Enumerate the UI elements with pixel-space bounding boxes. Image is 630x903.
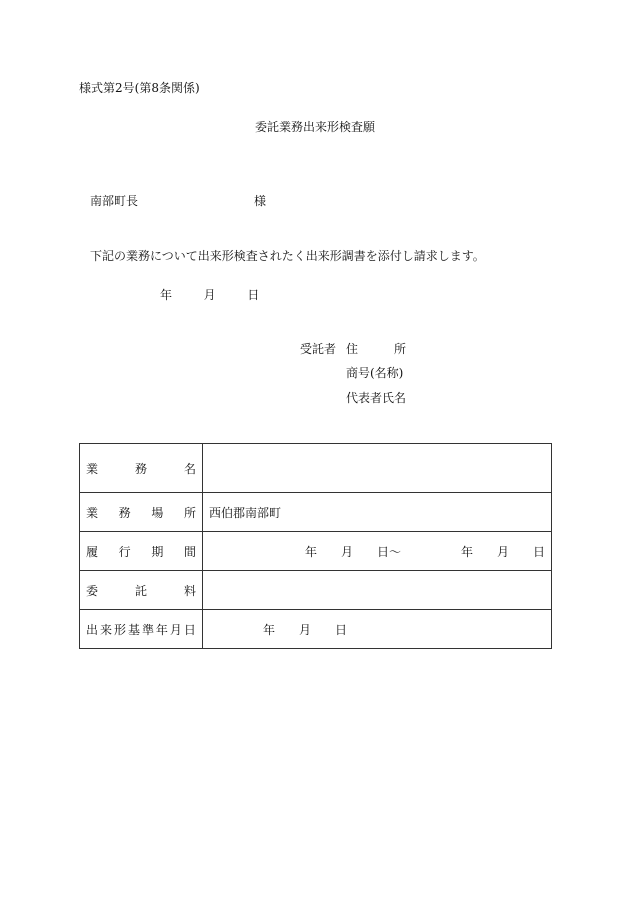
- label-char: 託: [134, 583, 147, 598]
- value-project-location[interactable]: 西伯郡南部町: [203, 493, 552, 532]
- contractor-trade-name-label: 商号(名称): [346, 366, 404, 380]
- label-char: 出: [86, 622, 99, 637]
- reference-date-text: 年 月 日: [263, 622, 348, 637]
- contractor-label: 受託者: [300, 342, 337, 356]
- table-row: [80, 444, 552, 493]
- row-label-reference-date: [80, 610, 203, 649]
- label-char: 日: [183, 622, 196, 637]
- value-reference-date[interactable]: [203, 610, 552, 649]
- value-commission-fee[interactable]: [203, 571, 552, 610]
- label-char: 場: [151, 505, 164, 520]
- form-number-label: 様式第2号(第8条関係): [79, 81, 200, 95]
- contractor-address-label: 住 所: [346, 342, 407, 356]
- label-char: 業: [86, 461, 99, 476]
- table-row: [80, 493, 552, 532]
- label-char: 間: [183, 544, 196, 559]
- table-row: [80, 532, 552, 571]
- label-char: 年: [155, 622, 168, 637]
- date-day: 日: [247, 288, 260, 302]
- table-row: [80, 610, 552, 649]
- label-char: 月: [169, 622, 182, 637]
- row-label-commission-fee: [80, 571, 203, 610]
- label-char: 履: [86, 544, 99, 559]
- label-char: 基: [127, 622, 140, 637]
- label-char: 形: [113, 622, 126, 637]
- date-line: [160, 289, 259, 301]
- table-row: [80, 571, 552, 610]
- label-char: 務: [134, 461, 147, 476]
- document-title: 委託業務出来形検査願: [254, 120, 375, 134]
- value-project-name[interactable]: [203, 444, 552, 493]
- label-char: 務: [118, 505, 131, 520]
- label-char: 期: [151, 544, 164, 559]
- label-char: 所: [183, 505, 196, 520]
- value-performance-period[interactable]: [203, 532, 552, 571]
- row-label-project-name: [80, 444, 203, 493]
- request-text: 下記の業務について出来形検査されたく出来形調書を添付し請求します。: [90, 249, 485, 263]
- row-label-project-location: [80, 493, 203, 532]
- label-char: 行: [118, 544, 131, 559]
- honorific: 様: [254, 194, 267, 208]
- label-char: 料: [183, 583, 196, 598]
- details-table: [79, 443, 552, 649]
- label-char: 委: [86, 583, 99, 598]
- addressee: 南部町長: [90, 194, 139, 208]
- contractor-representative-label: 代表者氏名: [346, 391, 407, 405]
- date-month: 月: [203, 288, 216, 302]
- label-char: 来: [99, 622, 112, 637]
- row-label-performance-period: [80, 532, 203, 571]
- label-char: 業: [86, 505, 99, 520]
- date-year: 年: [160, 288, 173, 302]
- label-char: 準: [141, 622, 154, 637]
- label-char: 名: [183, 461, 196, 476]
- period-text: 年 月 日〜 年 月 日: [304, 544, 545, 559]
